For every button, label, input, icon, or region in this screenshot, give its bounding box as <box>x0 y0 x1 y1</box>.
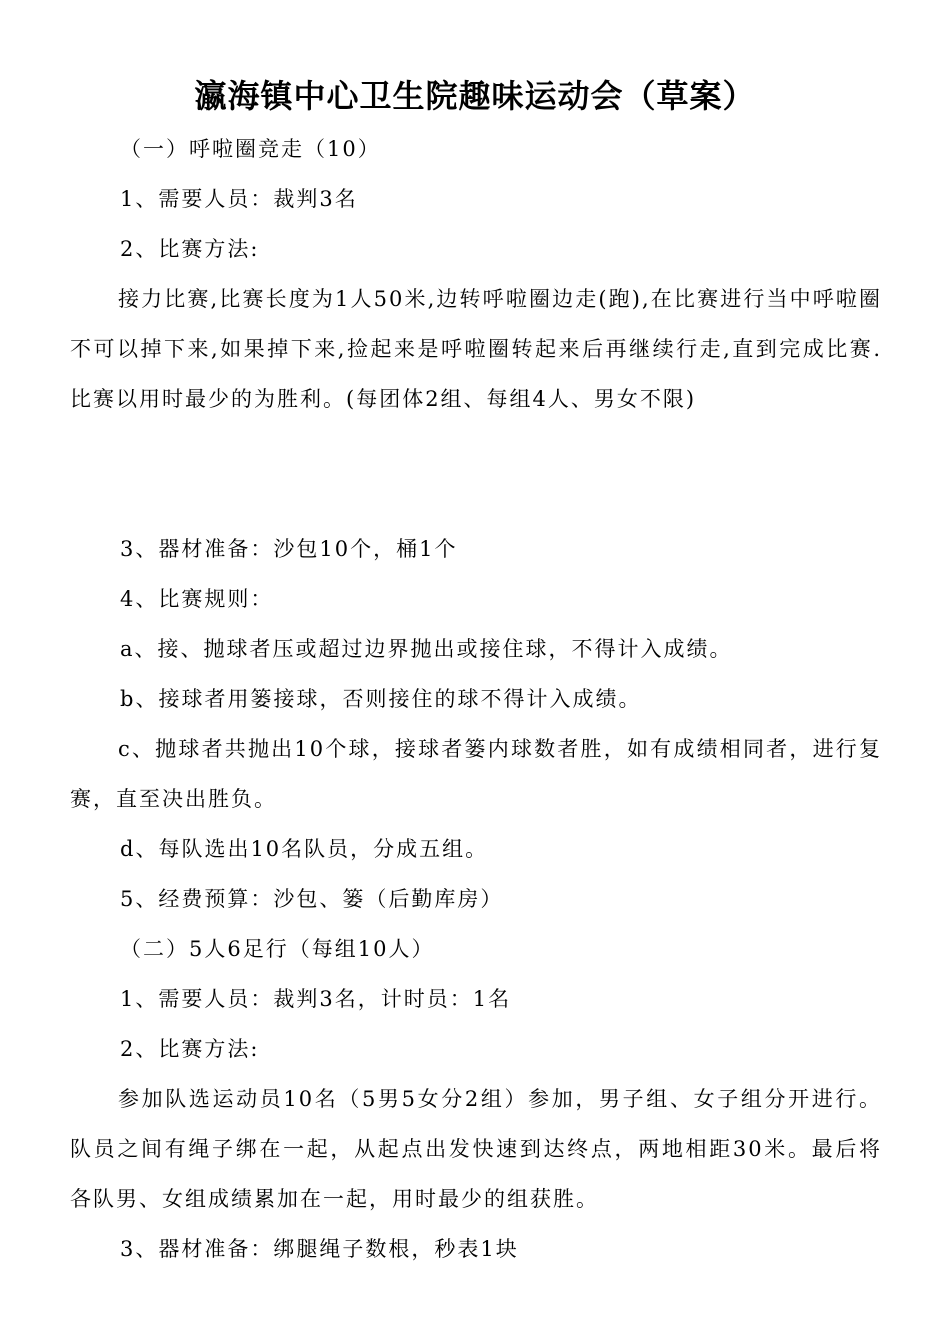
section-1-item-2: 2、比赛方法: <box>120 237 260 261</box>
section-1-item-4: 4、比赛规则： <box>120 587 274 611</box>
section-1-item-5: 5、经费预算：沙包、篓（后勤库房） <box>120 887 504 911</box>
section-2-method-paragraph: 参加队选运动员10名（5男5女分2组）参加，男子组、女子组分开进行。队员之间有绳子绑在一起，从起点出发快速到达终点，两地相距30米。最后将各队男、女组成绩累加在一起，用时最少的组获胜。 <box>70 1087 882 1211</box>
page-title: 瀛海镇中心卫生院趣味运动会（草案） <box>194 77 756 115</box>
section-1-heading: （一）呼啦圈竞走（10） <box>120 137 381 161</box>
section-1-rule-c: c、抛球者共抛出10个球，接球者篓内球数者胜，如有成绩相同者，进行复赛，直至决出胜负。 <box>70 737 882 811</box>
section-1-rule-b: b、接球者用篓接球，否则接住的球不得计入成绩。 <box>120 687 642 711</box>
section-1-item-3: 3、器材准备：沙包10个，桶1个 <box>120 537 458 561</box>
section-1-rule-d: d、每队选出10名队员，分成五组。 <box>120 837 489 861</box>
section-1-item-1: 1、需要人员：裁判3名 <box>120 187 358 211</box>
section-2-item-3: 3、器材准备：绑腿绳子数根，秒表1块 <box>120 1237 519 1261</box>
section-2-item-1: 1、需要人员：裁判3名，计时员：1名 <box>120 987 512 1011</box>
section-2-item-2: 2、比赛方法: <box>120 1037 260 1061</box>
section-2-heading: （二）5人6足行（每组10人） <box>120 937 435 961</box>
section-1-rule-a: a、接、抛球者压或超过边界抛出或接住球，不得计入成绩。 <box>120 637 733 661</box>
section-1-method-paragraph: 接力比赛,比赛长度为1人50米,边转呼啦圈边走(跑),在比赛进行当中呼啦圈不可以掉下来,如果掉下来,捡起来是呼啦圈转起来后再继续行走,直到完成比赛.比赛以用时最少的为胜利。(每团体2组、每组4人、男女不限) <box>70 287 882 411</box>
